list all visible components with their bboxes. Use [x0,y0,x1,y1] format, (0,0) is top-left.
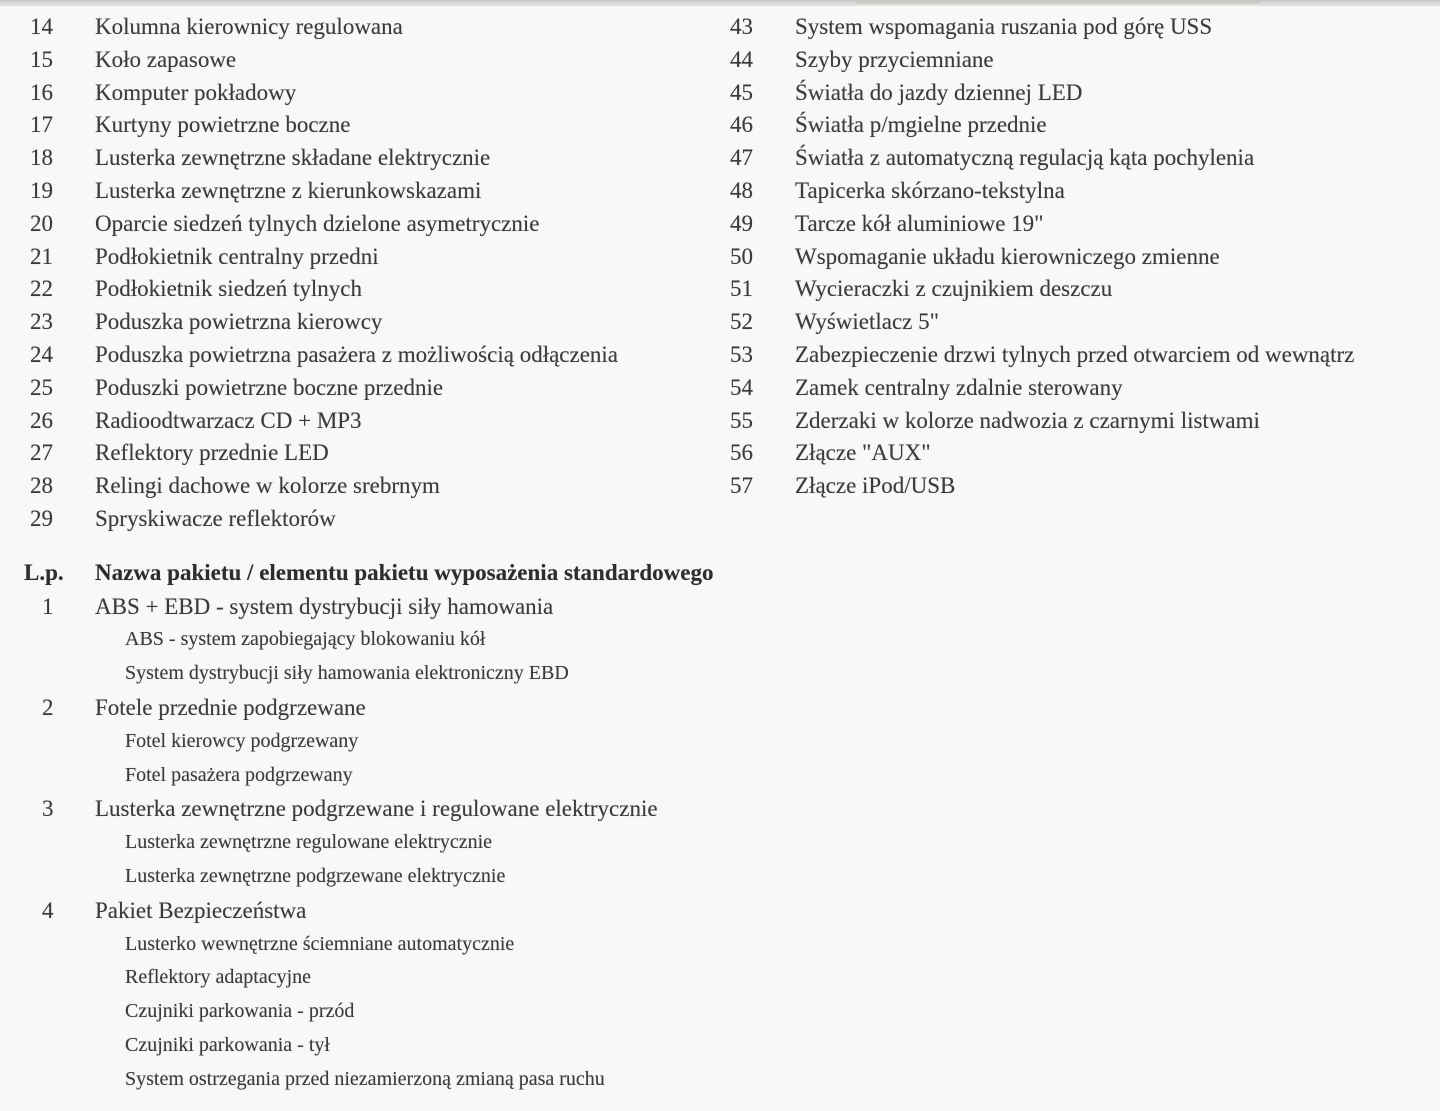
item-number: 49 [730,210,753,236]
item-number: 19 [30,177,53,203]
item-text: System wspomagania ruszania pod górę USS [795,14,1213,39]
item-text: Kurtyny powietrzne boczne [95,112,351,138]
packages-section [0,556,1440,1097]
item-number: 26 [30,407,53,433]
item-text: Wycieraczki z czujnikiem deszczu [795,276,1113,302]
item-text: Poduszka powietrzna pasażera z możliwością odłączenia [95,341,619,367]
item-text: Podłokietnik siedzeń tylnych [95,276,363,302]
item-text: Kolumna kierownicy regulowana [95,14,403,39]
package-name: Lusterka zewnętrzne podgrzewane i regulowane elektrycznie [95,796,658,822]
item-text: Relingi dachowe w kolorze srebrnym [95,473,440,499]
table-edge-artifact-dark-segment [855,0,1260,4]
item-text: Poduszki powietrzne boczne przednie [95,374,444,400]
item-number: 21 [30,243,53,269]
item-text: Podłokietnik centralny przedni [95,243,379,269]
item-number: 18 [30,145,53,171]
equipment-row [720,11,1440,44]
item-number: 27 [30,440,53,466]
equipment-row [0,339,720,372]
package-number: 2 [42,694,54,720]
equipment-row [0,142,720,175]
item-text: Koło zapasowe [95,46,237,72]
equipment-row [0,306,720,339]
item-number: 25 [30,374,53,400]
item-text: Szyby przyciemniane [795,46,994,72]
item-number: 51 [730,276,753,302]
item-number: 20 [30,210,53,236]
item-number: 47 [730,145,753,171]
item-text: Zabezpieczenie drzwi tylnych przed otwarciem od wewnątrz [795,341,1355,367]
item-number: 55 [730,407,753,433]
equipment-row [720,77,1440,110]
item-number: 24 [30,341,53,367]
equipment-row [0,11,720,44]
equipment-row [720,142,1440,175]
item-number: 45 [730,79,753,105]
equipment-row [0,208,720,241]
item-text: Światła do jazdy dziennej LED [795,79,1083,105]
item-text: Tarcze kół aluminiowe 19" [795,210,1044,236]
item-number: 57 [730,473,753,499]
package-name: Pakiet Bezpieczeństwa [95,897,307,923]
equipment-row [720,273,1440,306]
package-name: ABS + EBD - system dystrybucji siły hamowania [95,593,554,619]
item-text: Komputer pokładowy [95,79,297,105]
item-number: 54 [730,374,753,400]
package-sub-item: Fotel pasażera podgrzewany [125,763,353,786]
item-text: Światła p/mgielne przednie [795,112,1047,138]
item-number: 43 [730,14,753,39]
item-number: 14 [30,14,53,39]
item-text: Lusterka zewnętrzne z kierunkowskazami [95,177,482,203]
item-number: 17 [30,112,53,138]
equipment-row [0,109,720,142]
item-number: 44 [730,46,753,72]
item-number: 52 [730,309,753,335]
equipment-row [0,470,720,503]
item-number: 16 [30,79,53,105]
item-text: Zamek centralny zdalnie sterowany [795,374,1123,400]
equipment-row [0,372,720,405]
package-sub-item: System dystrybucji siły hamowania elektroniczny EBD [125,662,569,685]
packages-header-row [0,556,1440,590]
equipment-row [720,175,1440,208]
equipment-row [0,437,720,470]
item-number: 48 [730,177,753,203]
item-number: 22 [30,276,53,302]
equipment-row [720,339,1440,372]
item-number: 29 [30,505,53,531]
item-text: Tapicerka skórzano-tekstylna [795,177,1065,203]
package-number: 4 [42,897,54,923]
item-text: Wyświetlacz 5" [795,309,940,335]
package-name: Fotele przednie podgrzewane [95,694,366,720]
item-text: Oparcie siedzeń tylnych dzielone asymetrycznie [95,210,540,236]
package-number: 1 [42,593,54,619]
equipment-row [0,503,720,536]
item-number: 28 [30,473,53,499]
item-text: Poduszka powietrzna kierowcy [95,309,383,335]
equipment-row [720,470,1440,503]
item-text: Światła z automatyczną regulacją kąta pochylenia [795,145,1255,171]
table-edge-artifact [0,0,1440,6]
package-sub-item: Lusterka zewnętrzne regulowane elektrycznie [125,831,493,854]
item-number: 46 [730,112,753,138]
equipment-row [720,372,1440,405]
equipment-column-right [720,11,1440,536]
item-text: Wspomaganie układu kierowniczego zmienne [795,243,1220,269]
equipment-row [720,241,1440,274]
equipment-row [0,175,720,208]
equipment-row [720,44,1440,77]
item-text: Zderzaki w kolorze nadwozia z czarnymi listwami [795,407,1260,433]
item-text: Złącze "AUX" [795,440,931,466]
package-sub-item: System ostrzegania przed niezamierzoną zmianą pasa ruchu [125,1067,605,1090]
equipment-row [720,306,1440,339]
item-number: 53 [730,341,753,367]
equipment-column-left [0,11,720,536]
package-row [0,691,1440,725]
equipment-row [720,208,1440,241]
item-number: 23 [30,309,53,335]
package-row [0,894,1440,928]
equipment-row [720,437,1440,470]
item-text: Reflektory przednie LED [95,440,329,466]
equipment-row [720,109,1440,142]
package-sub-item: Reflektory adaptacyjne [125,966,312,989]
package-number: 3 [42,796,54,822]
item-text: Radioodtwarzacz CD + MP3 [95,407,362,433]
package-sub-item: ABS - system zapobiegający blokowaniu kół [125,628,486,651]
equipment-row [0,77,720,110]
equipment-row [0,273,720,306]
equipment-row [0,44,720,77]
item-number: 50 [730,243,753,269]
package-row [0,590,1440,624]
item-text: Złącze iPod/USB [795,473,956,499]
packages-header-title: Nazwa pakietu / elementu pakietu wyposażenia standardowego [95,559,714,585]
item-text: Spryskiwacze reflektorów [95,505,336,531]
equipment-row [0,405,720,438]
item-number: 56 [730,440,753,466]
item-text: Lusterka zewnętrzne składane elektrycznie [95,145,491,171]
package-sub-item: Czujniki parkowania - przód [125,1000,355,1023]
package-sub-item: Lusterko wewnętrzne ściemniane automatycznie [125,932,515,955]
package-sub-item: Lusterka zewnętrzne podgrzewane elektrycznie [125,864,506,887]
equipment-row [0,241,720,274]
equipment-row [720,405,1440,438]
package-sub-item: Fotel kierowcy podgrzewany [125,729,359,752]
item-number: 15 [30,46,53,72]
packages-header-number-label: L.p. [24,559,64,585]
equipment-list [0,6,1440,536]
package-sub-item: Czujniki parkowania - tył [125,1033,330,1056]
package-row [0,792,1440,826]
